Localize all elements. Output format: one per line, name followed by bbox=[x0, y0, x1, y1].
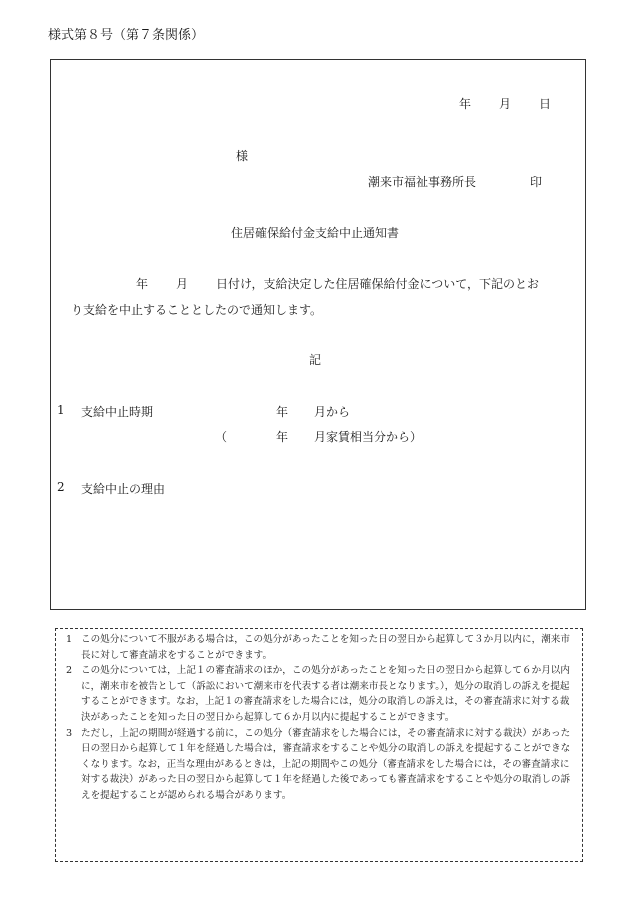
addressee-suffix: 様 bbox=[236, 149, 249, 163]
seal-mark: 印 bbox=[530, 175, 543, 189]
appeal-notice-box bbox=[55, 628, 583, 862]
notice-item-text: ただし，上記の期間が経過する前に，この処分（審査請求をした場合には，その審査請求に対する裁決）があった日の翌日から起算して１年を経過した場合は，審査請求をすることや処分の取消しの訴えを提起することができなくなります。なお，正当な理由があるときは，上記の期間やこの処分（審査請求をした場合には，その審査請求に対する裁決）があった日の翌日から起算して１年を経過した後であっても審査請求をすることや処分の取消しの訴えを提起することが認められる場合があります。 bbox=[81, 727, 571, 801]
notice-item-text: この処分について不服がある場合は，この処分があったことを知った日の翌日から起算して３か月以内に，潮来市長に対して審査請求をすることができます。 bbox=[81, 634, 570, 661]
item-1-sub-year: 年 bbox=[276, 430, 289, 444]
date-day-label: 日 bbox=[539, 97, 552, 111]
item-1-month-from: 月から bbox=[314, 405, 351, 419]
item-1-sub-rest: 月家賃相当分から） bbox=[314, 430, 423, 444]
body-text-line-1: 日付け，支給決定した住居確保給付金について，下記のとお bbox=[216, 277, 540, 291]
notice-item-number: 1 bbox=[66, 634, 73, 645]
body-month-label: 月 bbox=[176, 277, 189, 291]
date-year-label: 年 bbox=[459, 97, 472, 111]
item-1-year: 年 bbox=[276, 405, 289, 419]
notice-item-number: 2 bbox=[66, 665, 73, 677]
notice-item bbox=[66, 632, 574, 663]
notice-item-number: 3 bbox=[66, 727, 73, 739]
item-1-label: 支給中止時期 bbox=[81, 405, 154, 419]
item-1-number: 1 bbox=[57, 403, 65, 417]
issuer-name: 潮来市福祉事務所長 bbox=[368, 175, 477, 189]
ki-heading: 記 bbox=[308, 353, 321, 367]
document-title: 住居確保給付金支給中止通知書 bbox=[230, 226, 399, 240]
notice-frame bbox=[50, 59, 586, 610]
item-2-label: 支給中止の理由 bbox=[81, 482, 166, 496]
body-text-line-2: り支給を中止することとしたので通知します。 bbox=[71, 303, 323, 317]
notice-item bbox=[66, 663, 574, 725]
date-month-label: 月 bbox=[499, 97, 512, 111]
body-year-label: 年 bbox=[136, 277, 149, 291]
item-1-sub-open: （ bbox=[215, 430, 228, 444]
form-number-label: 様式第８号（第７条関係） bbox=[48, 28, 205, 43]
item-2-number: 2 bbox=[57, 480, 65, 494]
notice-item-text: この処分については，上記１の審査請求のほか，この処分があったことを知った日の翌日から起算して６か月以内に，潮来市を被告として（訴訟において潮来市を代表する者は潮来市長となります。），処分の取消しの訴えを提起することができます。なお，上記１の審査請求をした場合には，処分の取消しの訴えは，その審査請求に対する裁決があったことを知った日の翌日から起算して６か月以内に提起することができます。 bbox=[81, 665, 570, 723]
notice-item bbox=[66, 726, 574, 804]
